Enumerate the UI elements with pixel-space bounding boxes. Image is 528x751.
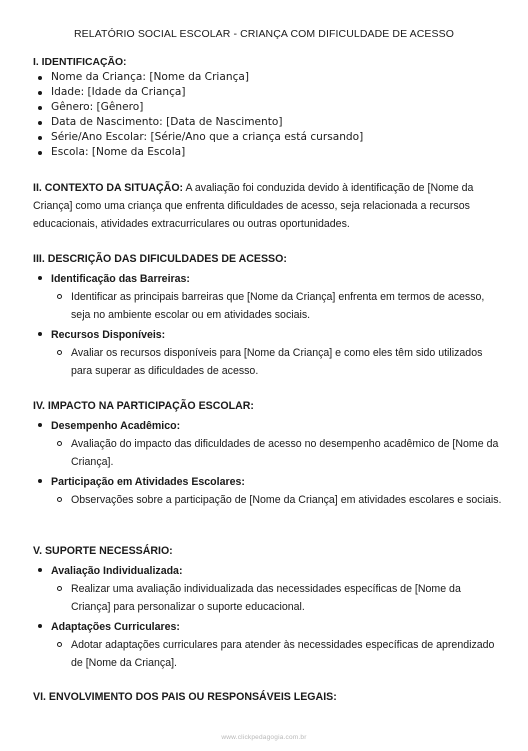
list-item	[33, 618, 503, 672]
sub-item: Adotar adaptações curriculares para atender às necessidades específicas de aprendizado de [Nome da Criança].	[33, 636, 503, 672]
list-item	[33, 270, 503, 324]
item-label: Adaptações Curriculares:	[51, 621, 180, 633]
bullet-list	[33, 270, 503, 380]
list-item: Data de Nascimento: [Data de Nascimento]	[33, 115, 503, 130]
section-heading: V. SUPORTE NECESSÁRIO:	[33, 545, 173, 557]
identification-list	[33, 70, 503, 160]
section-heading: II. CONTEXTO DA SITUAÇÃO:	[33, 182, 184, 194]
list-item	[33, 473, 503, 509]
section-identificacao	[33, 55, 503, 160]
section-dificuldades	[33, 250, 503, 380]
section-heading: III. DESCRIÇÃO DAS DIFICULDADES DE ACESSO:	[33, 253, 287, 265]
document-title: RELATÓRIO SOCIAL ESCOLAR - CRIANÇA COM DIFICULDADE DE ACESSO	[74, 28, 454, 40]
bullet-list	[33, 417, 503, 509]
list-item: Gênero: [Gênero]	[33, 100, 503, 115]
item-label: Participação em Atividades Escolares:	[51, 476, 245, 488]
list-item: Série/Ano Escolar: [Série/Ano que a criança está cursando]	[33, 130, 503, 145]
sub-item: Avaliação do impacto das dificuldades de acesso no desempenho acadêmico de [Nome da Criança].	[33, 435, 503, 471]
sub-item: Identificar as principais barreiras que [Nome da Criança] enfrenta em termos de acesso, seja no ambiente escolar ou em atividades sociais.	[33, 288, 503, 324]
section-contexto	[33, 179, 503, 233]
paragraph-text: A avaliação foi conduzida devido à identificação de [Nome da Criança] como uma criança que enfrenta dificuldades de acesso, seja relacionada a recursos educacionais, atividades extracurriculares ou outras oportunidades.	[33, 182, 474, 230]
sub-item: Realizar uma avaliação individualizada das necessidades específicas de [Nome da Criança] para personalizar o suporte educacional.	[33, 580, 503, 616]
list-item	[33, 417, 503, 471]
list-item	[33, 326, 503, 380]
section-suporte	[33, 542, 503, 672]
paragraph	[33, 179, 503, 233]
list-item: Idade: [Idade da Criança]	[33, 85, 503, 100]
list-item: Nome da Criança: [Nome da Criança]	[33, 70, 503, 85]
list-item	[33, 562, 503, 616]
sub-item: Avaliar os recursos disponíveis para [Nome da Criança] e como eles têm sido utilizados para superar as dificuldades de acesso.	[33, 344, 503, 380]
item-label: Identificação das Barreiras:	[51, 273, 190, 285]
sub-item: Observações sobre a participação de [Nome da Criança] em atividades escolares e sociais.	[33, 491, 503, 509]
item-label: Avaliação Individualizada:	[51, 565, 183, 577]
section-heading: IV. IMPACTO NA PARTICIPAÇÃO ESCOLAR:	[33, 400, 254, 412]
item-label: Desempenho Acadêmico:	[51, 420, 181, 432]
bullet-list	[33, 562, 503, 672]
section-envolvimento	[33, 688, 503, 706]
section-impacto	[33, 397, 503, 509]
item-label: Recursos Disponíveis:	[51, 329, 166, 341]
list-item: Escola: [Nome da Escola]	[33, 145, 503, 160]
section-heading: I. IDENTIFICAÇÃO:	[33, 57, 127, 68]
section-heading: VI. ENVOLVIMENTO DOS PAIS OU RESPONSÁVEIS LEGAIS:	[33, 691, 337, 703]
watermark: www.clickpedagogia.com.br	[221, 734, 307, 741]
